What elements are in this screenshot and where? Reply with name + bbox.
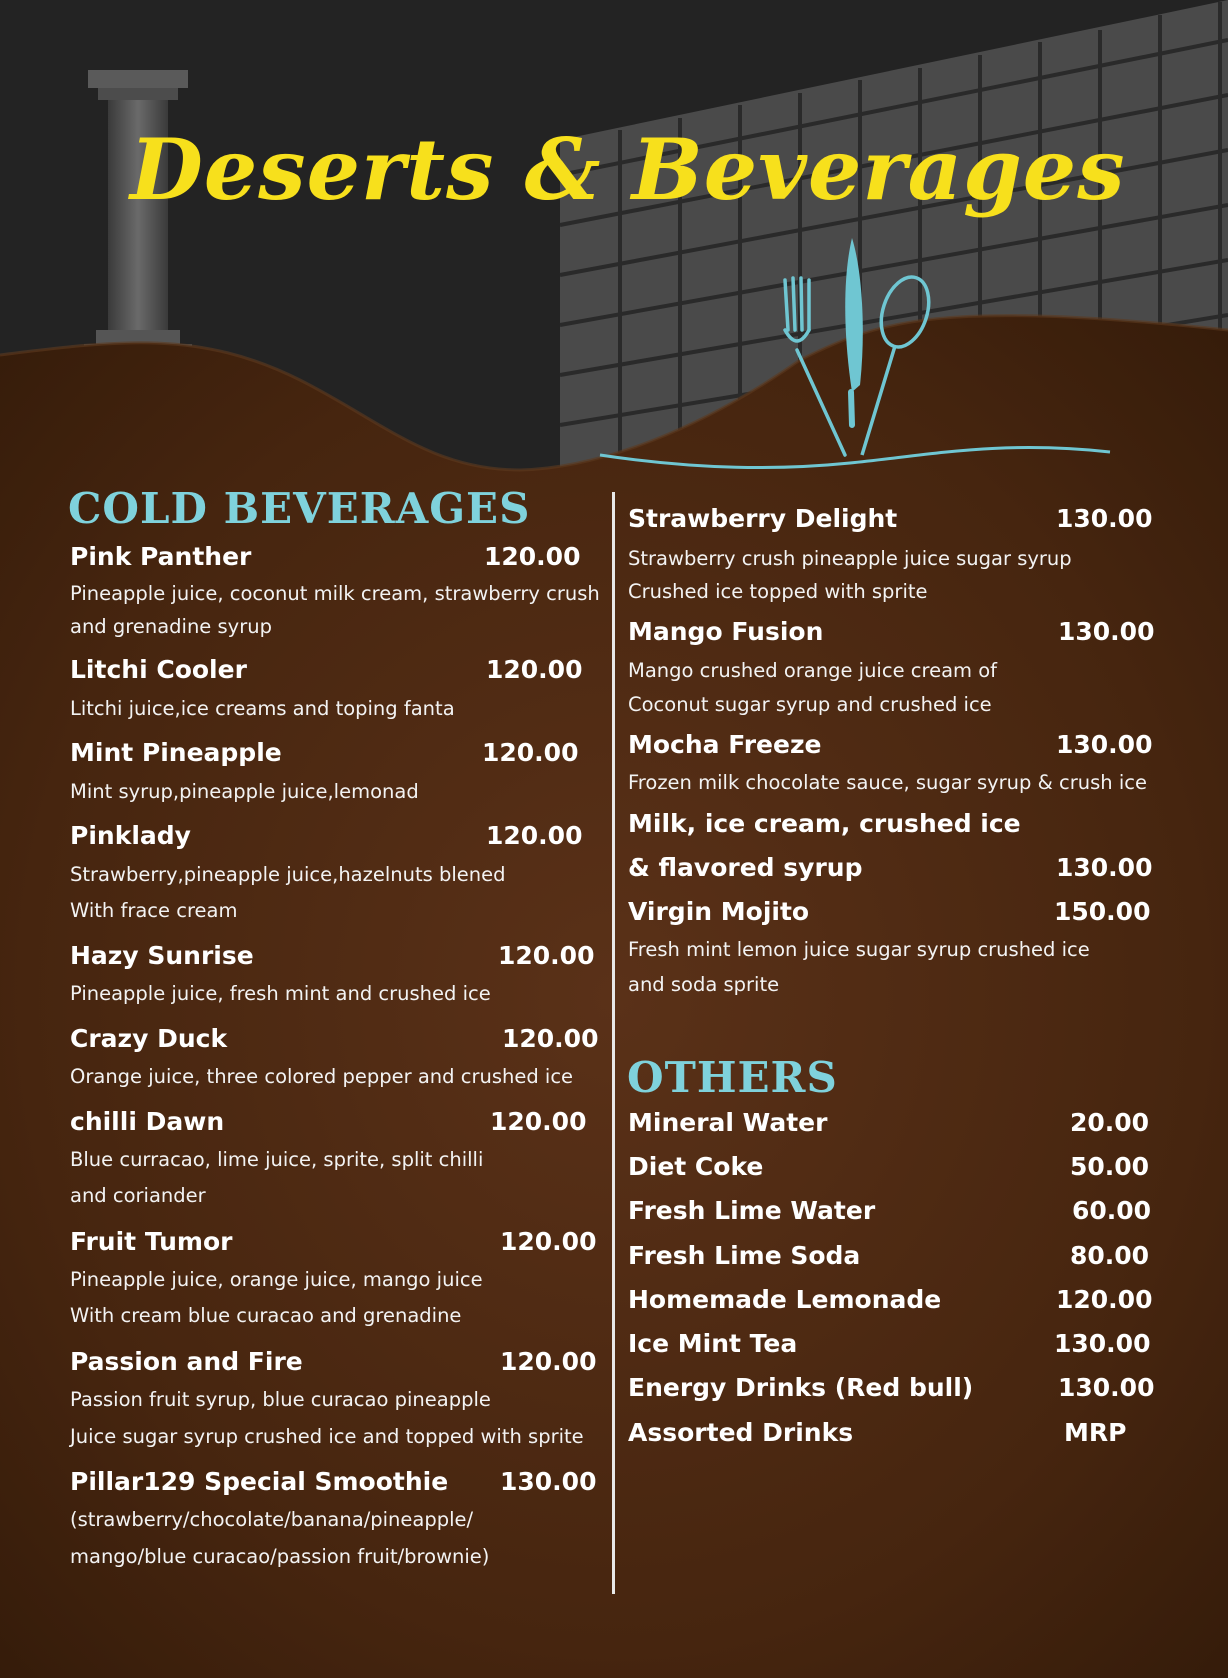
item-description: Strawberry,pineapple juice,hazelnuts blened bbox=[70, 863, 506, 886]
item-price: 20.00 bbox=[1070, 1108, 1150, 1137]
item-name: Mint Pineapple bbox=[70, 738, 282, 767]
item-price: 120.00 bbox=[500, 1347, 597, 1376]
item-description: Strawberry crush pineapple juice sugar syrup bbox=[628, 547, 1072, 570]
item-description: Mango crushed orange juice cream of bbox=[628, 659, 998, 682]
item-price: 130.00 bbox=[1058, 617, 1155, 646]
cold-beverages-heading: COLD BEVERAGES bbox=[68, 484, 531, 533]
item-name: Homemade Lemonade bbox=[628, 1285, 942, 1314]
item-name: Virgin Mojito bbox=[628, 897, 810, 926]
item-name: Diet Coke bbox=[628, 1152, 764, 1181]
item-description: Passion fruit syrup, blue curacao pineapple bbox=[70, 1388, 491, 1411]
page-title: Deserts & Beverages bbox=[130, 120, 1126, 219]
item-description: With frace cream bbox=[70, 899, 238, 922]
item-description: Pineapple juice, coconut milk cream, strawberry crush bbox=[70, 582, 600, 605]
item-description: mango/blue curacao/passion fruit/brownie) bbox=[70, 1545, 490, 1568]
item-price: 130.00 bbox=[1058, 1373, 1155, 1402]
item-name: Passion and Fire bbox=[70, 1347, 303, 1376]
item-name: Litchi Cooler bbox=[70, 655, 247, 684]
item-name: Pillar129 Special Smoothie bbox=[70, 1467, 449, 1496]
item-name: Pinklady bbox=[70, 821, 191, 850]
item-description: Pineapple juice, fresh mint and crushed ice bbox=[70, 982, 491, 1005]
item-description: Juice sugar syrup crushed ice and topped with sprite bbox=[70, 1425, 584, 1448]
item-description: and soda sprite bbox=[628, 973, 780, 996]
item-price: 120.00 bbox=[484, 542, 581, 571]
item-price: 120.00 bbox=[486, 821, 583, 850]
item-name: Milk, ice cream, crushed ice bbox=[628, 809, 1021, 838]
item-price: 50.00 bbox=[1070, 1152, 1150, 1181]
item-name: & flavored syrup bbox=[628, 853, 863, 882]
item-description: and coriander bbox=[70, 1184, 206, 1207]
item-price: 150.00 bbox=[1054, 897, 1151, 926]
column-divider bbox=[612, 492, 615, 1594]
item-price: 130.00 bbox=[1056, 853, 1153, 882]
item-name: Strawberry Delight bbox=[628, 504, 898, 533]
item-description: Blue curracao, lime juice, sprite, split chilli bbox=[70, 1148, 484, 1171]
item-name: Ice Mint Tea bbox=[628, 1329, 798, 1358]
item-description: Orange juice, three colored pepper and crushed ice bbox=[70, 1065, 574, 1088]
item-name: Crazy Duck bbox=[70, 1024, 228, 1053]
item-price: 120.00 bbox=[498, 941, 595, 970]
item-price: 130.00 bbox=[1056, 730, 1153, 759]
item-description: Frozen milk chocolate sauce, sugar syrup & crush ice bbox=[628, 771, 1147, 794]
item-name: Hazy Sunrise bbox=[70, 941, 254, 970]
item-description: Crushed ice topped with sprite bbox=[628, 580, 928, 603]
item-price: 120.00 bbox=[502, 1024, 599, 1053]
item-description: Fresh mint lemon juice sugar syrup crushed ice bbox=[628, 938, 1090, 961]
item-description: Litchi juice,ice creams and toping fanta bbox=[70, 697, 455, 720]
item-name: Mineral Water bbox=[628, 1108, 828, 1137]
item-name: Fresh Lime Soda bbox=[628, 1241, 861, 1270]
item-price: MRP bbox=[1064, 1418, 1127, 1447]
item-description: With cream blue curacao and grenadine bbox=[70, 1304, 462, 1327]
item-price: 120.00 bbox=[482, 738, 579, 767]
item-price: 130.00 bbox=[1054, 1329, 1151, 1358]
item-description: (strawberry/chocolate/banana/pineapple/ bbox=[70, 1508, 474, 1531]
item-name: Energy Drinks (Red bull) bbox=[628, 1373, 974, 1402]
item-description: Pineapple juice, orange juice, mango juice bbox=[70, 1268, 483, 1291]
item-price: 130.00 bbox=[1056, 504, 1153, 533]
item-name: Fresh Lime Water bbox=[628, 1196, 876, 1225]
item-description: Coconut sugar syrup and crushed ice bbox=[628, 693, 992, 716]
item-price: 120.00 bbox=[490, 1107, 587, 1136]
item-name: chilli Dawn bbox=[70, 1107, 225, 1136]
item-price: 120.00 bbox=[500, 1227, 597, 1256]
item-price: 120.00 bbox=[1056, 1285, 1153, 1314]
item-name: Assorted Drinks bbox=[628, 1418, 854, 1447]
item-description: and grenadine syrup bbox=[70, 615, 272, 638]
item-name: Fruit Tumor bbox=[70, 1227, 233, 1256]
item-price: 120.00 bbox=[486, 655, 583, 684]
item-description: Mint syrup,pineapple juice,lemonad bbox=[70, 780, 419, 803]
item-name: Mango Fusion bbox=[628, 617, 824, 646]
item-name: Pink Panther bbox=[70, 542, 252, 571]
item-price: 60.00 bbox=[1072, 1196, 1152, 1225]
others-heading: OTHERS bbox=[627, 1053, 838, 1102]
item-price: 130.00 bbox=[500, 1467, 597, 1496]
item-price: 80.00 bbox=[1070, 1241, 1150, 1270]
item-name: Mocha Freeze bbox=[628, 730, 822, 759]
